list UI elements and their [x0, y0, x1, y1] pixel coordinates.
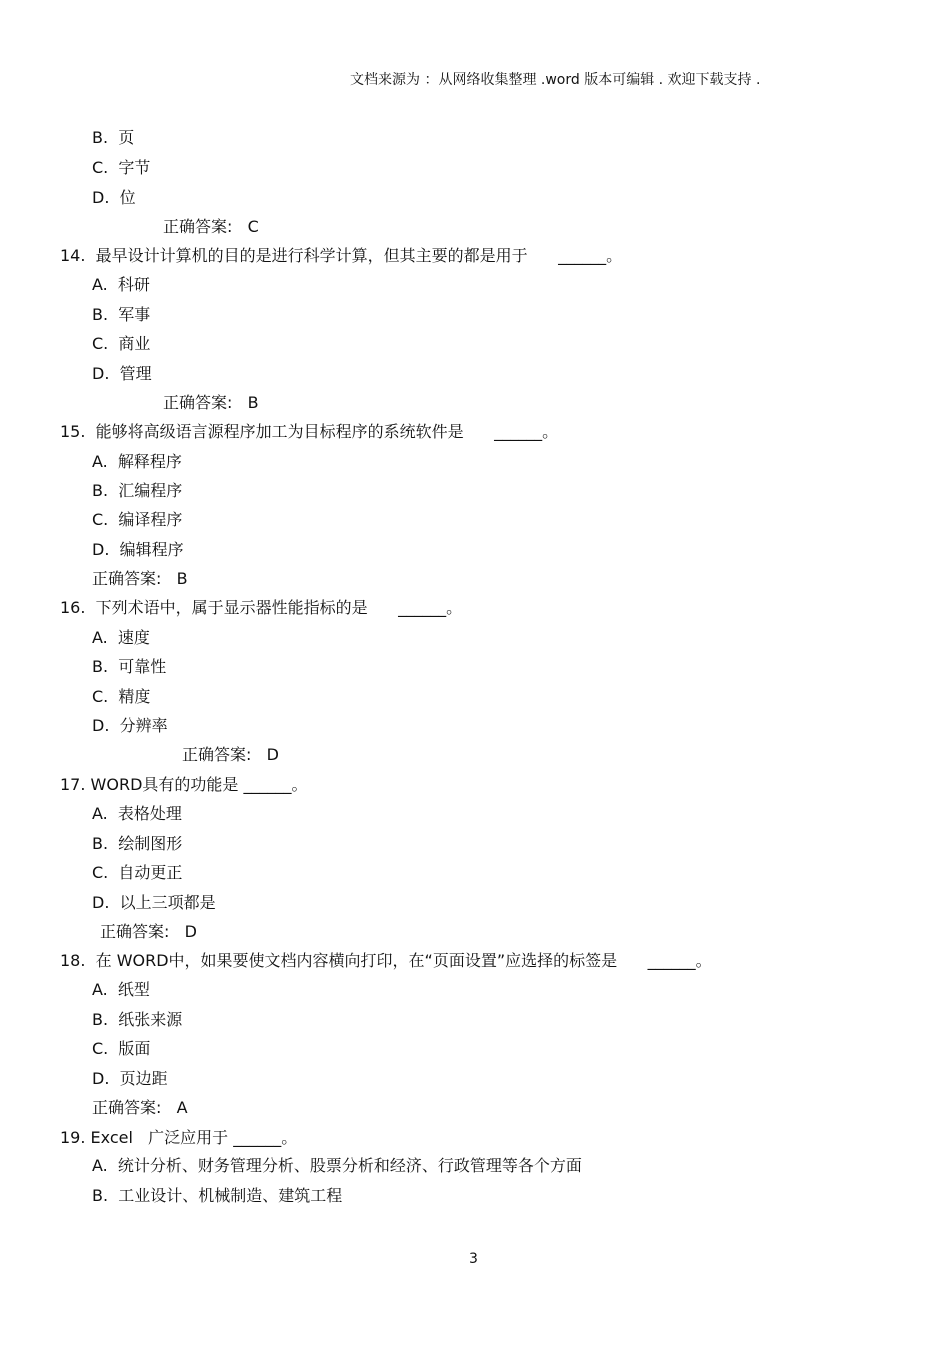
option-c-line: C. 版面 — [92, 1039, 151, 1058]
option-a-line: A. 纸型 — [92, 980, 150, 999]
question-19: 19. Excel 广泛应用于 ______。 — [60, 1128, 298, 1147]
option-b-line: B. 绘制图形 — [92, 834, 183, 853]
page-header: 文档来源为 ：从网络收集整理 .word 版本可编辑 . 欢迎下载支持 . — [350, 72, 761, 88]
option-d-line: D. 编辑程序 — [92, 540, 184, 559]
option-c-line: C. 编译程序 — [92, 510, 183, 529]
question-18: 18. 在 WORD中，如果要使文档内容横向打印，在“页面设置”应选择的标签是 ______。 — [60, 951, 712, 970]
answer-line: 正确答案: B — [163, 393, 259, 412]
option-b-line: B. 工业设计、机械制造、建筑工程 — [92, 1186, 343, 1205]
option-b-line: B. 可靠性 — [92, 657, 167, 676]
option-c-line: C. 字节 — [92, 158, 151, 177]
option-c-line: C. 自动更正 — [92, 863, 183, 882]
option-b-line: B. 军事 — [92, 305, 151, 324]
option-a-line: A. 统计分析、财务管理分析、股票分析和经济、行政管理等各个方面 — [92, 1156, 582, 1175]
answer-line: 正确答案: B — [92, 569, 188, 588]
option-c-line: C. 商业 — [92, 334, 151, 353]
answer-line: 正确答案: D — [182, 745, 279, 764]
answer-line: 正确答案: D — [100, 922, 197, 941]
option-d-line: D. 位 — [92, 188, 136, 207]
option-d-line: D. 管理 — [92, 364, 152, 383]
question-15: 15. 能够将高级语言源程序加工为目标程序的系统软件是 ______。 — [60, 422, 559, 441]
option-d-line: D. 以上三项都是 — [92, 893, 216, 912]
option-c-line: C. 精度 — [92, 687, 151, 706]
option-a-line: A. 科研 — [92, 275, 150, 294]
option-d-line: D. 页边距 — [92, 1069, 168, 1088]
option-b-line: B. 纸张来源 — [92, 1010, 183, 1029]
option-b-line: B. 汇编程序 — [92, 481, 183, 500]
option-a-line: A. 表格处理 — [92, 804, 182, 823]
answer-line: 正确答案: C — [163, 217, 259, 236]
answer-line: 正确答案: A — [92, 1098, 188, 1117]
option-a-line: A. 解释程序 — [92, 452, 182, 471]
page-number: 3 — [469, 1251, 478, 1267]
option-a-line: A. 速度 — [92, 628, 150, 647]
question-16: 16. 下列术语中，属于显示器性能指标的是 ______。 — [60, 598, 463, 617]
option-b-line: B. 页 — [92, 128, 135, 147]
question-17: 17. WORD具有的功能是 ______。 — [60, 775, 308, 794]
option-d-line: D. 分辨率 — [92, 716, 168, 735]
question-14: 14. 最早设计计算机的目的是进行科学计算，但其主要的都是用于 ______。 — [60, 246, 623, 265]
